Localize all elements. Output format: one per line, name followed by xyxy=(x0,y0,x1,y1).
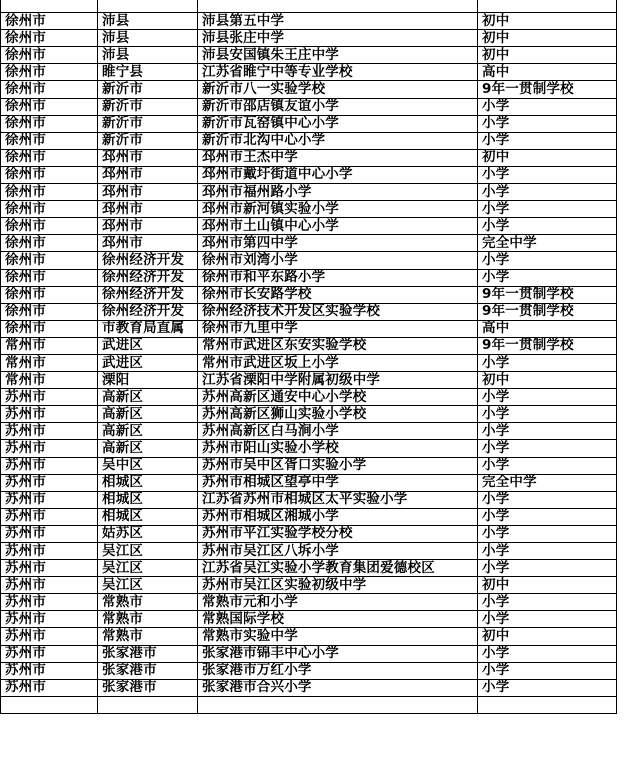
table-row xyxy=(1,662,617,679)
city-cell[interactable]: 徐州市 xyxy=(1,252,98,269)
school-name-cell[interactable]: 常州市武进区东安实验学校 xyxy=(198,337,478,354)
district-cell[interactable]: 邳州市 xyxy=(98,184,198,201)
district-cell[interactable]: 相城区 xyxy=(98,474,198,491)
school-type-cell[interactable]: 小学 xyxy=(478,252,617,269)
district-cell[interactable]: 张家港市 xyxy=(98,645,198,662)
table-row xyxy=(1,508,617,525)
table-row xyxy=(1,286,617,303)
school-name-cell[interactable]: 苏州高新区通安中心小学校 xyxy=(198,389,478,406)
city-cell[interactable]: 苏州市 xyxy=(1,543,98,560)
school-name-cell[interactable]: 常熟国际学校 xyxy=(198,611,478,628)
city-cell[interactable]: 苏州市 xyxy=(1,645,98,662)
school-type-cell[interactable]: 小学 xyxy=(478,218,617,235)
school-name-cell[interactable]: 徐州市九里中学 xyxy=(198,320,478,337)
school-type-cell[interactable]: 初中 xyxy=(478,47,617,64)
school-name-cell[interactable] xyxy=(198,0,478,13)
city-cell[interactable]: 徐州市 xyxy=(1,132,98,149)
table-row xyxy=(1,81,617,98)
school-name-cell[interactable]: 张家港市万红小学 xyxy=(198,662,478,679)
city-cell[interactable]: 徐州市 xyxy=(1,218,98,235)
school-name-cell[interactable]: 苏州市阳山实验小学校 xyxy=(198,440,478,457)
table-row xyxy=(1,628,617,645)
city-cell[interactable]: 徐州市 xyxy=(1,47,98,64)
school-name-cell[interactable]: 苏州市相城区湘城小学 xyxy=(198,508,478,525)
district-cell[interactable]: 溧阳 xyxy=(98,372,198,389)
school-type-cell[interactable]: 小学 xyxy=(478,423,617,440)
city-cell[interactable]: 苏州市 xyxy=(1,440,98,457)
table-row xyxy=(1,166,617,183)
city-cell[interactable]: 徐州市 xyxy=(1,13,98,30)
district-cell[interactable]: 沛县 xyxy=(98,13,198,30)
district-cell[interactable]: 徐州经济开发 xyxy=(98,252,198,269)
school-name-cell[interactable]: 苏州市平江实验学校分校 xyxy=(198,525,478,542)
school-type-cell[interactable]: 9年一贯制学校 xyxy=(478,337,617,354)
table-row xyxy=(1,440,617,457)
district-cell[interactable]: 相城区 xyxy=(98,508,198,525)
school-type-cell[interactable]: 高中 xyxy=(478,320,617,337)
school-type-cell[interactable]: 初中 xyxy=(478,628,617,645)
school-type-cell[interactable]: 小学 xyxy=(478,457,617,474)
district-cell[interactable]: 邳州市 xyxy=(98,218,198,235)
table-row xyxy=(1,235,617,252)
school-type-cell[interactable]: 小学 xyxy=(478,269,617,286)
city-cell[interactable]: 常州市 xyxy=(1,372,98,389)
school-type-cell[interactable]: 小学 xyxy=(478,98,617,115)
school-name-cell[interactable]: 新沂市北沟中心小学 xyxy=(198,132,478,149)
school-name-cell[interactable]: 徐州经济技术开发区实验学校 xyxy=(198,303,478,320)
table-row xyxy=(1,201,617,218)
city-cell[interactable]: 徐州市 xyxy=(1,98,98,115)
table-row xyxy=(1,372,617,389)
table-row xyxy=(1,0,617,13)
school-type-cell[interactable]: 初中 xyxy=(478,577,617,594)
city-cell[interactable]: 徐州市 xyxy=(1,30,98,47)
district-cell[interactable]: 相城区 xyxy=(98,491,198,508)
school-name-cell[interactable]: 苏州高新区狮山实验小学校 xyxy=(198,406,478,423)
city-cell[interactable]: 徐州市 xyxy=(1,184,98,201)
table-row xyxy=(1,252,617,269)
district-cell[interactable]: 市教育局直属 xyxy=(98,320,198,337)
district-cell[interactable]: 邳州市 xyxy=(98,235,198,252)
school-name-cell[interactable]: 邳州市王杰中学 xyxy=(198,149,478,166)
school-name-cell[interactable]: 邳州市土山镇中心小学 xyxy=(198,218,478,235)
district-cell[interactable]: 邳州市 xyxy=(98,149,198,166)
school-name-cell[interactable]: 张家港市合兴小学 xyxy=(198,679,478,696)
district-cell[interactable] xyxy=(98,0,198,13)
school-name-cell[interactable]: 江苏省苏州市相城区太平实验小学 xyxy=(198,491,478,508)
table-row xyxy=(1,389,617,406)
city-cell[interactable]: 苏州市 xyxy=(1,577,98,594)
city-cell[interactable]: 徐州市 xyxy=(1,320,98,337)
city-cell[interactable]: 徐州市 xyxy=(1,81,98,98)
table-row xyxy=(1,64,617,81)
city-cell[interactable]: 苏州市 xyxy=(1,389,98,406)
district-cell[interactable]: 新沂市 xyxy=(98,81,198,98)
city-cell[interactable] xyxy=(1,696,98,713)
city-cell[interactable]: 苏州市 xyxy=(1,628,98,645)
school-type-cell[interactable]: 小学 xyxy=(478,132,617,149)
school-type-cell[interactable]: 高中 xyxy=(478,64,617,81)
city-cell[interactable]: 徐州市 xyxy=(1,201,98,218)
school-name-cell[interactable]: 常熟市元和小学 xyxy=(198,594,478,611)
table-row xyxy=(1,149,617,166)
table-row xyxy=(1,13,617,30)
school-name-cell[interactable]: 新沂市邵店镇友谊小学 xyxy=(198,98,478,115)
school-name-cell[interactable]: 常熟市实验中学 xyxy=(198,628,478,645)
district-cell[interactable]: 沛县 xyxy=(98,30,198,47)
school-type-cell[interactable]: 小学 xyxy=(478,201,617,218)
district-cell[interactable]: 吴江区 xyxy=(98,577,198,594)
school-name-cell[interactable]: 常州市武进区坂上小学 xyxy=(198,354,478,371)
table-row xyxy=(1,474,617,491)
district-cell[interactable]: 徐州经济开发 xyxy=(98,303,198,320)
district-cell[interactable]: 高新区 xyxy=(98,423,198,440)
school-type-cell[interactable]: 小学 xyxy=(478,354,617,371)
district-cell[interactable]: 常熟市 xyxy=(98,628,198,645)
school-name-cell[interactable]: 徐州市刘湾小学 xyxy=(198,252,478,269)
district-cell[interactable]: 新沂市 xyxy=(98,98,198,115)
school-name-cell[interactable]: 江苏省吴江实验小学教育集团爱德校区 xyxy=(198,560,478,577)
school-name-cell[interactable]: 苏州市相城区望亭中学 xyxy=(198,474,478,491)
district-cell[interactable]: 吴江区 xyxy=(98,543,198,560)
school-name-cell[interactable]: 张家港市锦丰中心小学 xyxy=(198,645,478,662)
city-cell[interactable]: 徐州市 xyxy=(1,149,98,166)
school-name-cell[interactable]: 沛县第五中学 xyxy=(198,13,478,30)
table-row xyxy=(1,560,617,577)
district-cell[interactable]: 新沂市 xyxy=(98,115,198,132)
table-row xyxy=(1,47,617,64)
school-type-cell[interactable]: 小学 xyxy=(478,115,617,132)
school-name-cell[interactable]: 江苏省睢宁中等专业学校 xyxy=(198,64,478,81)
district-cell[interactable]: 张家港市 xyxy=(98,662,198,679)
city-cell[interactable]: 苏州市 xyxy=(1,423,98,440)
city-cell[interactable]: 苏州市 xyxy=(1,508,98,525)
table-row xyxy=(1,269,617,286)
school-type-cell[interactable]: 小学 xyxy=(478,406,617,423)
district-cell[interactable]: 姑苏区 xyxy=(98,525,198,542)
school-type-cell[interactable]: 完全中学 xyxy=(478,474,617,491)
school-name-cell[interactable]: 邳州市福州路小学 xyxy=(198,184,478,201)
city-cell[interactable]: 苏州市 xyxy=(1,560,98,577)
school-name-cell[interactable]: 新沂市瓦窑镇中心小学 xyxy=(198,115,478,132)
city-cell[interactable]: 徐州市 xyxy=(1,64,98,81)
city-cell[interactable]: 苏州市 xyxy=(1,406,98,423)
table-row xyxy=(1,30,617,47)
school-type-cell[interactable]: 小学 xyxy=(478,184,617,201)
district-cell[interactable]: 武进区 xyxy=(98,354,198,371)
table-row xyxy=(1,337,617,354)
district-cell[interactable]: 徐州经济开发 xyxy=(98,286,198,303)
city-cell[interactable]: 苏州市 xyxy=(1,611,98,628)
district-cell[interactable]: 高新区 xyxy=(98,389,198,406)
city-cell[interactable]: 苏州市 xyxy=(1,679,98,696)
school-type-cell[interactable]: 9年一贯制学校 xyxy=(478,286,617,303)
district-cell[interactable]: 常熟市 xyxy=(98,611,198,628)
district-cell[interactable]: 睢宁县 xyxy=(98,64,198,81)
city-cell[interactable] xyxy=(1,0,98,13)
school-type-cell[interactable]: 小学 xyxy=(478,611,617,628)
table-row xyxy=(1,645,617,662)
school-name-cell[interactable]: 苏州市吴中区胥口实验小学 xyxy=(198,457,478,474)
school-type-cell[interactable]: 小学 xyxy=(478,389,617,406)
table-row xyxy=(1,115,617,132)
school-type-cell[interactable]: 小学 xyxy=(478,543,617,560)
school-name-cell[interactable]: 苏州市吴江区八坼小学 xyxy=(198,543,478,560)
district-cell[interactable]: 吴中区 xyxy=(98,457,198,474)
city-cell[interactable]: 徐州市 xyxy=(1,269,98,286)
district-cell[interactable]: 邳州市 xyxy=(98,201,198,218)
district-cell[interactable]: 新沂市 xyxy=(98,132,198,149)
school-type-cell[interactable]: 小学 xyxy=(478,166,617,183)
school-type-cell[interactable]: 初中 xyxy=(478,149,617,166)
table-row xyxy=(1,611,617,628)
school-name-cell[interactable]: 苏州市吴江区实验初级中学 xyxy=(198,577,478,594)
district-cell[interactable]: 武进区 xyxy=(98,337,198,354)
school-name-cell[interactable]: 沛县安国镇朱王庄中学 xyxy=(198,47,478,64)
school-type-cell[interactable]: 初中 xyxy=(478,30,617,47)
city-cell[interactable]: 苏州市 xyxy=(1,491,98,508)
school-name-cell[interactable]: 邳州市第四中学 xyxy=(198,235,478,252)
table-row xyxy=(1,423,617,440)
city-cell[interactable]: 苏州市 xyxy=(1,474,98,491)
district-cell[interactable]: 吴江区 xyxy=(98,560,198,577)
district-cell[interactable]: 张家港市 xyxy=(98,679,198,696)
school-type-cell[interactable]: 9年一贯制学校 xyxy=(478,303,617,320)
table-row xyxy=(1,679,617,696)
district-cell[interactable]: 高新区 xyxy=(98,440,198,457)
table-row xyxy=(1,577,617,594)
school-type-cell[interactable] xyxy=(478,0,617,13)
school-type-cell[interactable]: 初中 xyxy=(478,372,617,389)
school-type-cell[interactable] xyxy=(478,696,617,713)
table-row xyxy=(1,218,617,235)
table-row xyxy=(1,320,617,337)
city-cell[interactable]: 徐州市 xyxy=(1,115,98,132)
school-type-cell[interactable]: 小学 xyxy=(478,662,617,679)
table-row xyxy=(1,303,617,320)
table-row xyxy=(1,354,617,371)
city-cell[interactable]: 徐州市 xyxy=(1,166,98,183)
school-type-cell[interactable]: 初中 xyxy=(478,13,617,30)
district-cell[interactable]: 高新区 xyxy=(98,406,198,423)
table-row xyxy=(1,543,617,560)
school-type-cell[interactable]: 小学 xyxy=(478,679,617,696)
district-cell[interactable] xyxy=(98,696,198,713)
city-cell[interactable]: 常州市 xyxy=(1,337,98,354)
table-row xyxy=(1,406,617,423)
school-name-cell[interactable]: 徐州市长安路学校 xyxy=(198,286,478,303)
school-name-cell[interactable]: 苏州高新区白马涧小学 xyxy=(198,423,478,440)
city-cell[interactable]: 苏州市 xyxy=(1,594,98,611)
school-name-cell[interactable]: 沛县张庄中学 xyxy=(198,30,478,47)
table-row xyxy=(1,525,617,542)
city-cell[interactable]: 苏州市 xyxy=(1,662,98,679)
city-cell[interactable]: 徐州市 xyxy=(1,303,98,320)
table-row xyxy=(1,594,617,611)
city-cell[interactable]: 苏州市 xyxy=(1,525,98,542)
school-type-cell[interactable]: 小学 xyxy=(478,525,617,542)
city-cell[interactable]: 苏州市 xyxy=(1,457,98,474)
school-name-cell[interactable]: 江苏省溧阳中学附属初级中学 xyxy=(198,372,478,389)
district-cell[interactable]: 徐州经济开发 xyxy=(98,269,198,286)
table-body xyxy=(1,0,617,713)
school-name-cell[interactable]: 徐州市和平东路小学 xyxy=(198,269,478,286)
school-name-cell[interactable] xyxy=(198,696,478,713)
school-type-cell[interactable]: 小学 xyxy=(478,645,617,662)
school-name-cell[interactable]: 新沂市八一实验学校 xyxy=(198,81,478,98)
table-row xyxy=(1,184,617,201)
school-type-cell[interactable]: 小学 xyxy=(478,560,617,577)
school-name-cell[interactable]: 邳州市新河镇实验小学 xyxy=(198,201,478,218)
table-row xyxy=(1,696,617,713)
school-type-cell[interactable]: 小学 xyxy=(478,440,617,457)
district-cell[interactable]: 常熟市 xyxy=(98,594,198,611)
city-cell[interactable]: 徐州市 xyxy=(1,235,98,252)
school-name-cell[interactable]: 邳州市戴圩街道中心小学 xyxy=(198,166,478,183)
table-row xyxy=(1,457,617,474)
city-cell[interactable]: 常州市 xyxy=(1,354,98,371)
school-type-cell[interactable]: 小学 xyxy=(478,508,617,525)
school-type-cell[interactable]: 9年一贯制学校 xyxy=(478,81,617,98)
table-row xyxy=(1,98,617,115)
district-cell[interactable]: 沛县 xyxy=(98,47,198,64)
school-type-cell[interactable]: 完全中学 xyxy=(478,235,617,252)
table-row xyxy=(1,132,617,149)
school-type-cell[interactable]: 小学 xyxy=(478,491,617,508)
district-cell[interactable]: 邳州市 xyxy=(98,166,198,183)
school-type-cell[interactable]: 小学 xyxy=(478,594,617,611)
city-cell[interactable]: 徐州市 xyxy=(1,286,98,303)
table-row xyxy=(1,491,617,508)
